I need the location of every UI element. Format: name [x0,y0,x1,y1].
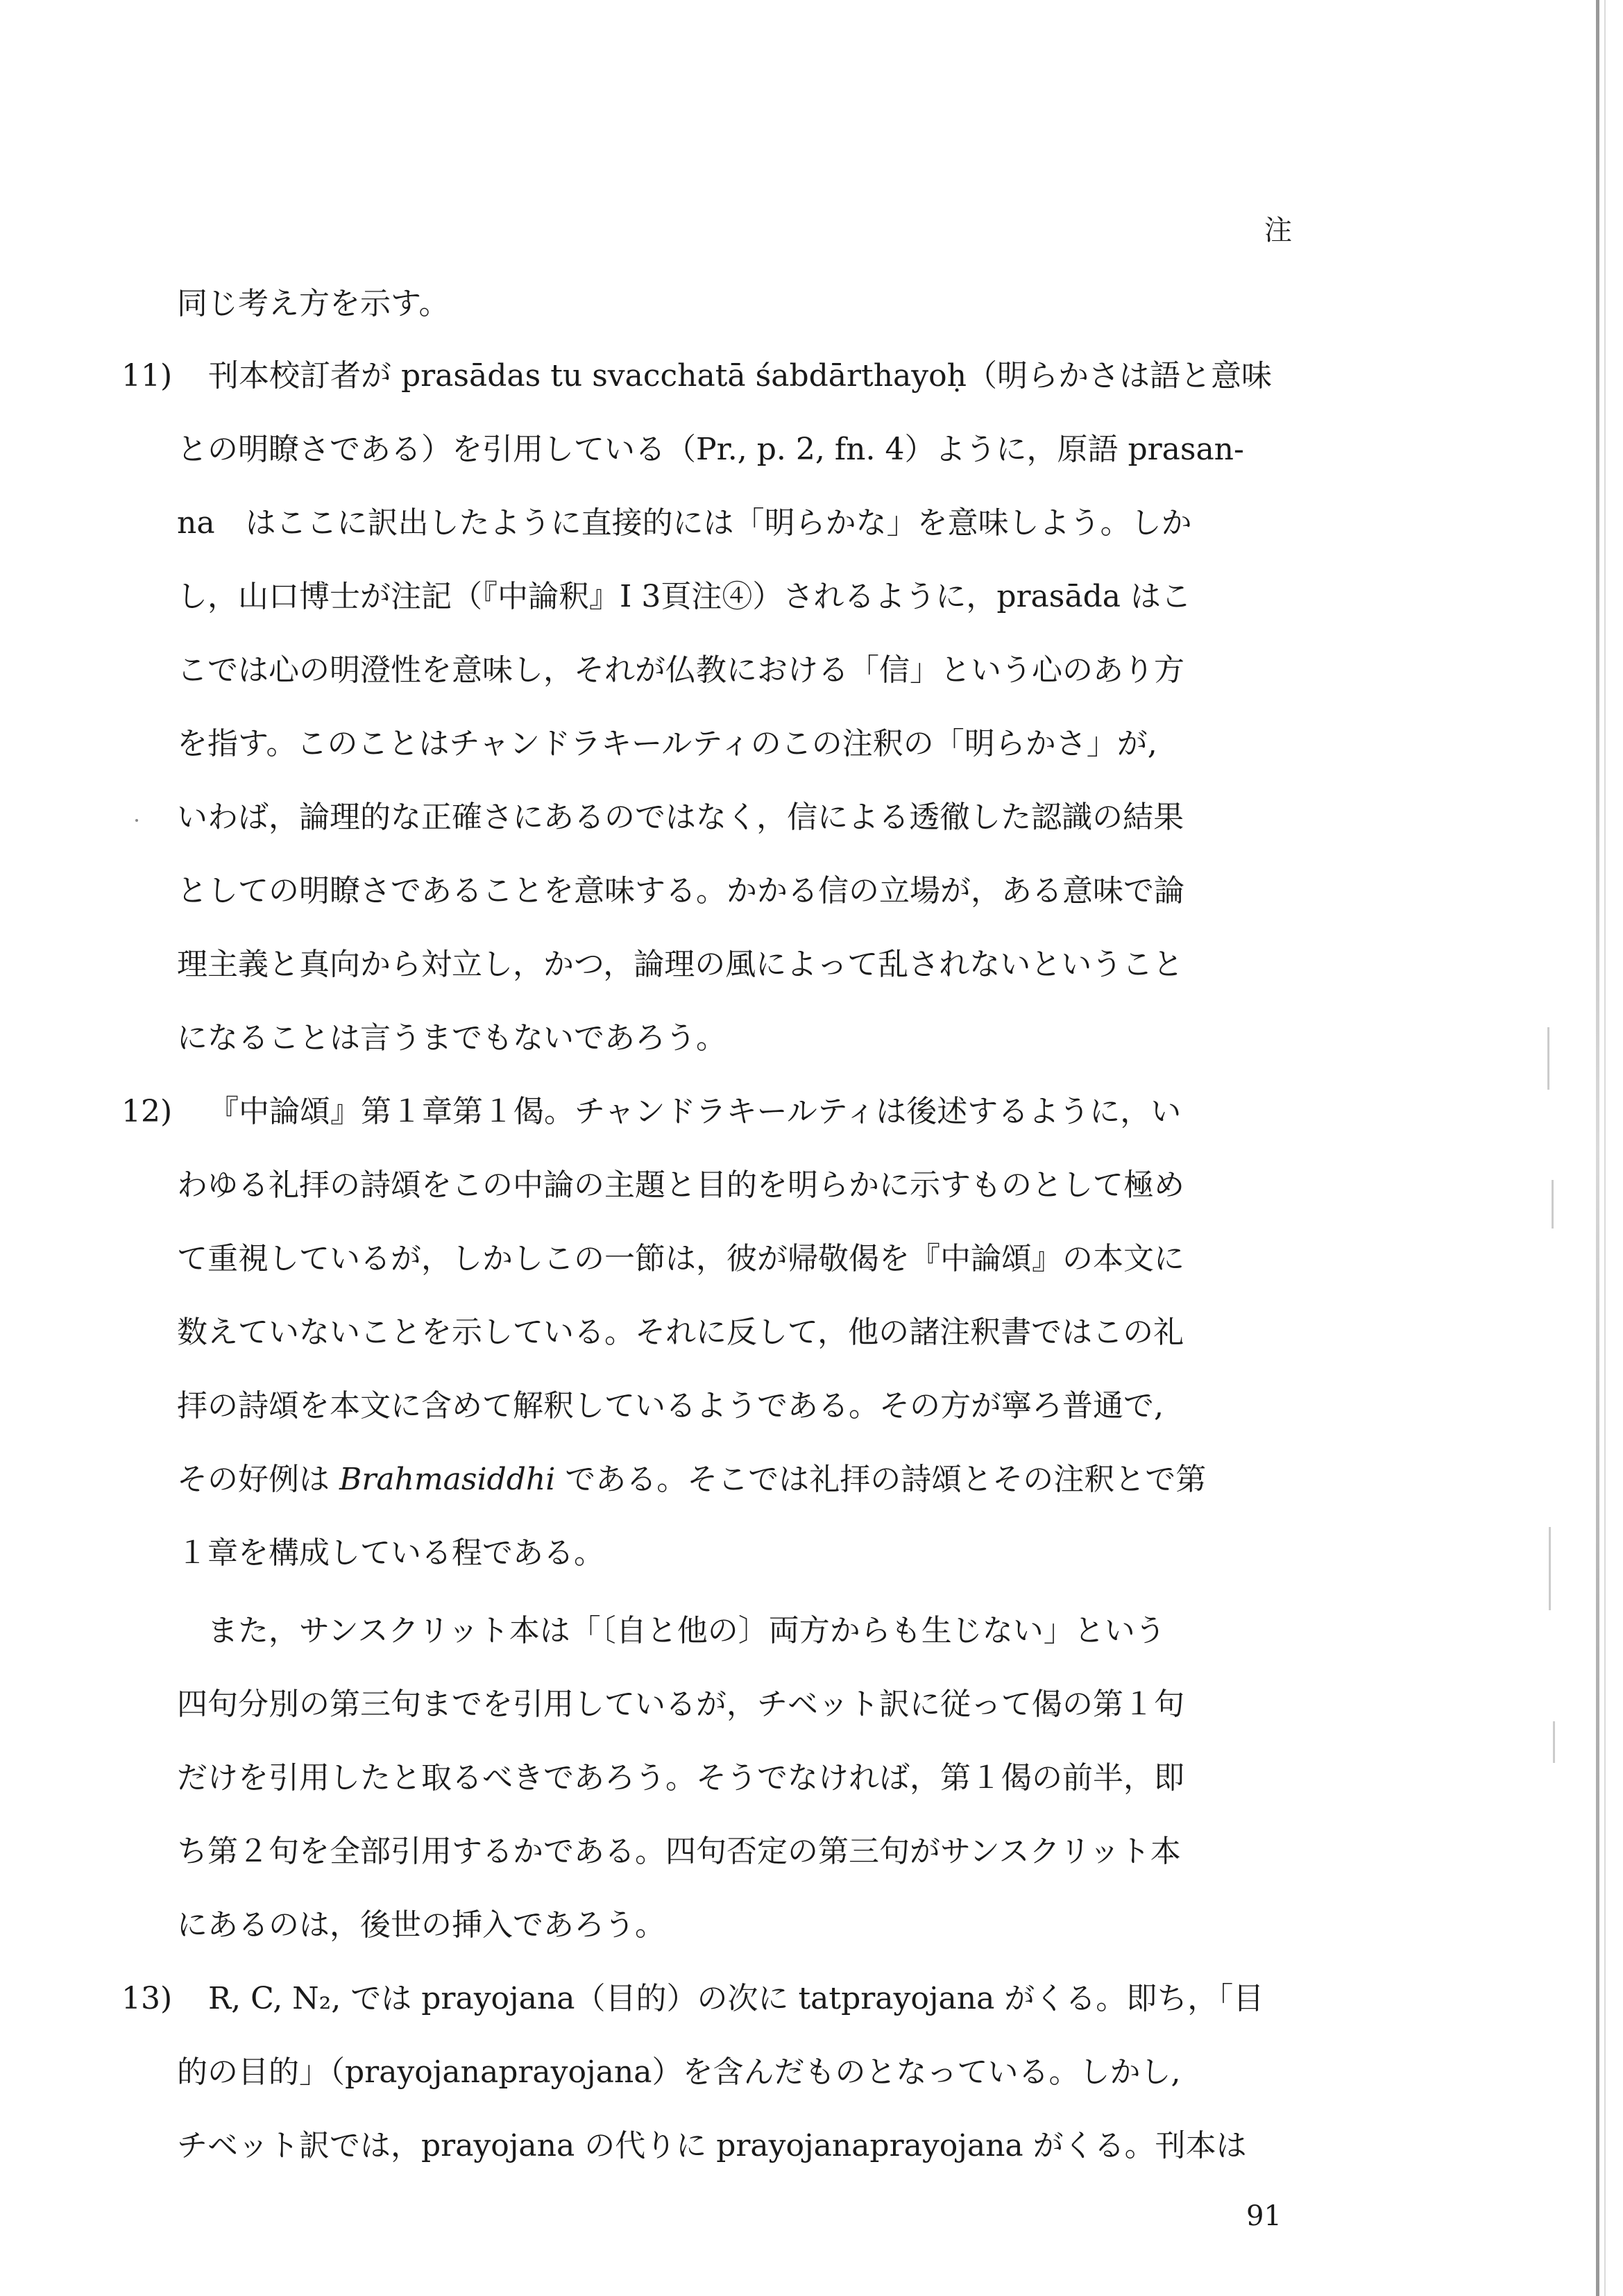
text-line: 的の目的」（prayojanaprayojana）を含んだものとなっている。しかし, [177,2054,1181,2090]
edge-speck [1552,1180,1554,1229]
text-line: こでは心の明澄性を意味し，それが仏教における「信」という心のあり方 [177,652,1184,688]
text-line: だけを引用したと取るべきであろう。そうでなければ，第１偈の前半，即 [177,1760,1184,1796]
text-segment: である。そこでは礼拝の詩頌とその注釈とで第 [555,1462,1207,1497]
text-line: を指す。このことはチャンドラキールティのこの注釈の「明らかさ」が, [177,726,1157,761]
text-line: 拝の詩頌を本文に含めて解釈しているようである。その方が寧ろ普通で, [177,1388,1164,1424]
edge-speck [1547,1027,1549,1090]
text-line: 数えていないことを示している。それに反して，他の諸注釈書ではこの礼 [177,1315,1184,1350]
edge-speck [1553,1721,1555,1763]
text-line: にあるのは，後世の挿入であろう。 [177,1907,665,1943]
binding-edge-shadow [1596,0,1599,2296]
text-line: ち第２句を全部引用するかである。四句否定の第三句がサンスクリット本 [177,1834,1181,1869]
text-line: １章を構成している程である。 [177,1535,604,1571]
text-line: 四句分別の第三句までを引用しているが，チベット訳に従って偈の第１句 [177,1687,1184,1722]
text-line: 理主義と真向から対立し，かつ，論理の風によって乱されないということ [177,947,1184,982]
note-number: 12) [121,1094,173,1129]
text-line: わゆる礼拝の詩頌をこの中論の主題と目的を明らかに示すものとして極め [177,1167,1184,1203]
running-header-mark: 注 [1264,214,1292,246]
note-number: 11) [121,358,173,394]
text-line: また，サンスクリット本は「〔自と他の〕両方からも生じない」という [177,1613,1166,1648]
margin-speck [135,819,138,822]
note-number: 13) [121,1981,173,2016]
text-line-with-italic [177,1448,1315,1512]
text-line: 刊本校訂者が prasādas tu svacchatā śabdārthayoḥ（明らかさは語と意味 [208,358,1272,394]
text-line: R, C, N₂, では prayojana（目的）の次に tatprayojana がくる。即ち，「目 [208,1981,1264,2016]
text-line: との明瞭さである）を引用している（Pr., p. 2, fn. 4）ように，原語 prasan- [177,432,1244,467]
binding-edge-line [1604,0,1606,2296]
text-line: na はここに訳出したように直接的には「明らかな」を意味しよう。しか [177,505,1192,541]
text-line: 同じ考え方を示す。 [177,286,450,321]
edge-speck [1549,1527,1551,1610]
text-line: としての明瞭さであることを意味する。かかる信の立場が，ある意味で論 [177,873,1184,909]
italic-title: Brahmasiddhi [339,1462,556,1497]
text-line: て重視しているが，しかしこの一節は，彼が帰敬偈を『中論頌』の本文に [177,1241,1184,1276]
text-line: チベット訳では，prayojana の代りに prayojanaprayojana がくる。刊本は [177,2128,1247,2163]
text-line: し，山口博士が注記（『中論釈』I 3頁注④）されるように，prasāda はこ [177,579,1191,614]
text-segment: その好例は [177,1462,339,1497]
text-line: いわば，論理的な正確さにあるのではなく，信による透徹した認識の結果 [177,800,1184,835]
page-number: 91 [1246,2200,1282,2232]
text-line: になることは言うまでもないであろう。 [177,1020,726,1056]
text-line: 『中論頌』第１章第１偈。チャンドラキールティは後述するように，い [208,1094,1182,1129]
